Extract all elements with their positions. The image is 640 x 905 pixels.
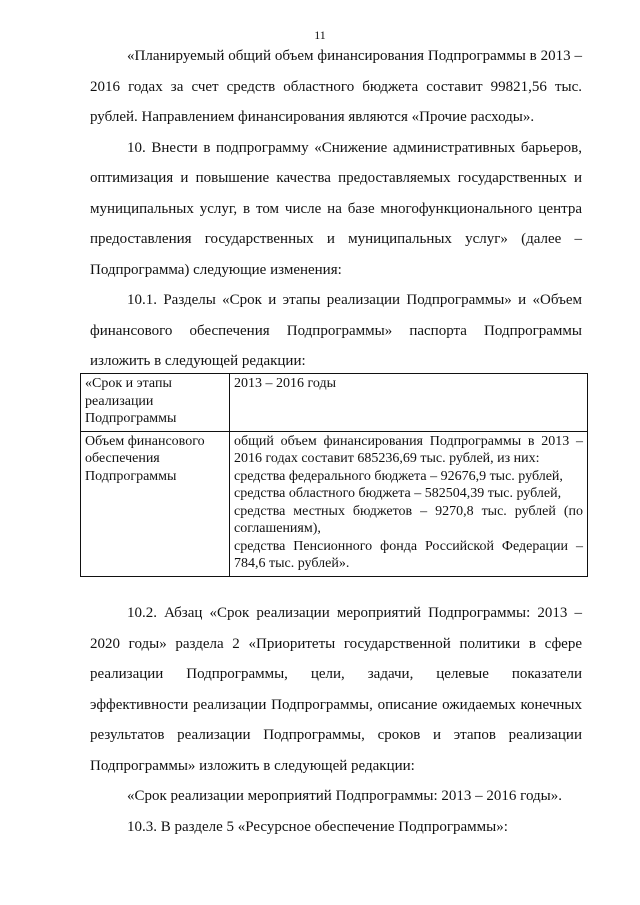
paragraph-new-term-quote: «Срок реализации мероприятий Подпрограммы: 2013 – 2016 годы».: [127, 788, 562, 804]
table-cell-line: средства областного бюджета – 582504,39 тыс. рублей,: [234, 486, 562, 501]
passport-table: [80, 373, 588, 577]
bottom-text-block: [90, 598, 582, 842]
top-text-block: [90, 41, 582, 377]
paragraph-financing-quote: «Планируемый общий объем финансирования Подпрограммы в 2013 – 2016 годах за счет средств областного бюджета составит 99821,56 тыс. рублей. Направлением финансирования являются «Прочие расходы».: [90, 48, 582, 125]
table-row: [81, 431, 588, 576]
table-cell-value: [230, 374, 588, 432]
table-row: [81, 374, 588, 432]
table-cell-line: общий объем финансирования Подпрограммы в 2013 – 2016 годах составит 685236,69 тыс. рублей, из них:: [234, 433, 583, 466]
paragraph-item-10-3: 10.3. В разделе 5 «Ресурсное обеспечение Подпрограммы»:: [127, 818, 508, 835]
table-cell-line: средства местных бюджетов – 9270,8 тыс. рублей (по соглашениям),: [234, 503, 583, 536]
paragraph-item-10-1: 10.1. Разделы «Срок и этапы реализации Подпрограммы» и «Объем финансового обеспечения Подпрограммы» паспорта Подпрограммы изложить в следующей редакции:: [90, 292, 582, 369]
table-cell-line: 2013 – 2016 годы: [234, 376, 337, 391]
page-number: 11: [314, 28, 326, 42]
table-cell-label: «Срок и этапы реализации Подпрограммы: [81, 374, 230, 432]
table-cell-value: [230, 431, 588, 576]
table-cell-line: средства федерального бюджета – 92676,9 тыс. рублей,: [234, 468, 563, 484]
paragraph-item-10: 10. Внести в подпрограмму «Снижение административных барьеров, оптимизация и повышение качества предоставляемых государственных и муниципальных услуг, в том числе на базе многофункционального центра предоставления государственных и муниципальных услуг» (далее – Подпрограмма) следующие изменения:: [90, 139, 582, 278]
paragraph-item-10-2: 10.2. Абзац «Срок реализации мероприятий Подпрограммы: 2013 – 2020 годы» раздела 2 «Приоритеты государственной политики в сфере реализации Подпрограммы, цели, задачи, целевые показатели эффективности реализации Подпрограммы, описание ожидаемых конечных результатов реализации Подпрограммы, сроков и этапов реализации Подпрограммы» изложить в следующей редакции:: [90, 605, 582, 774]
table-cell-label: Объем финансового обеспечения Подпрограммы: [81, 431, 230, 576]
table-cell-line: средства Пенсионного фонда Российской Федерации – 784,6 тыс. рублей».: [234, 538, 583, 571]
